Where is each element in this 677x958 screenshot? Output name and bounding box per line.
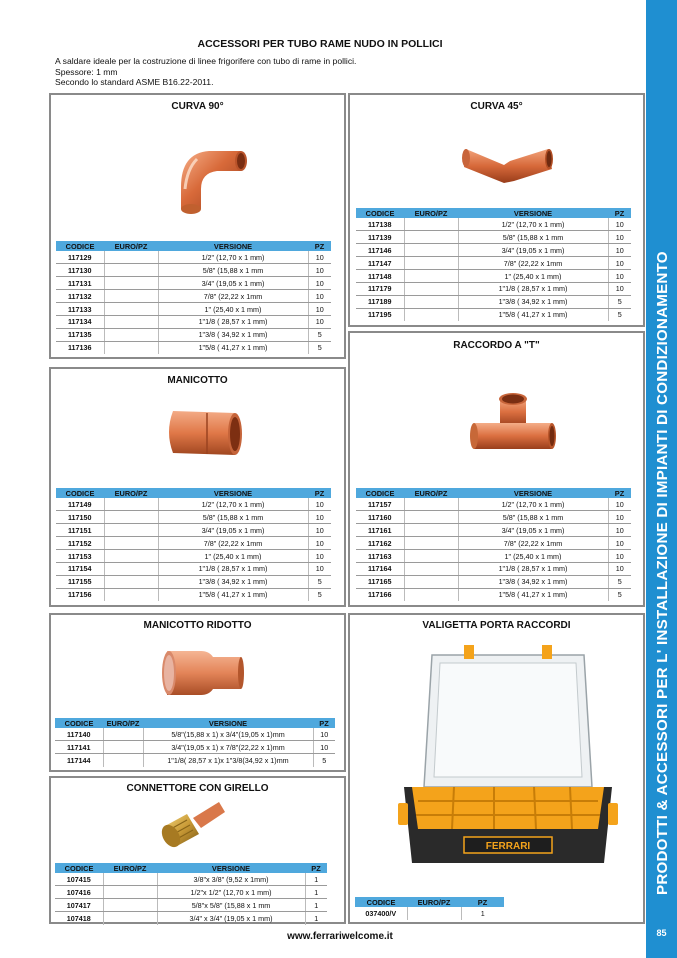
cell-qty: 5 bbox=[608, 575, 631, 588]
cell-version: 1"1/8( 28,57 x 1)x 1"3/8(34,92 x 1)mm bbox=[143, 754, 313, 767]
intro-line: Spessore: 1 mm bbox=[55, 66, 118, 77]
cell-code: 117150 bbox=[56, 511, 104, 524]
column-header: VERSIONE bbox=[157, 863, 305, 873]
table-row bbox=[356, 218, 631, 231]
section-title: CURVA 45° bbox=[470, 101, 523, 112]
cell-price bbox=[404, 588, 458, 601]
cell-code: 107418 bbox=[66, 913, 91, 923]
column-header: PZ bbox=[608, 488, 631, 498]
cell-price bbox=[104, 264, 158, 277]
cell-code: 117154 bbox=[56, 562, 104, 575]
cell-qty: 10 bbox=[308, 524, 331, 537]
cell-price bbox=[404, 562, 458, 575]
cell-code: 107415 bbox=[55, 873, 103, 886]
column-header: PZ bbox=[308, 241, 331, 251]
column-header: EURO/PZ bbox=[104, 488, 158, 498]
cell-price bbox=[404, 244, 458, 257]
cell-version: 1"3/8 ( 34,92 x 1 mm) bbox=[458, 575, 608, 588]
table-row bbox=[356, 588, 631, 601]
cell-qty: 10 bbox=[308, 251, 331, 264]
table-row bbox=[56, 277, 331, 290]
cell-price bbox=[104, 562, 158, 575]
table-row bbox=[356, 511, 631, 524]
cell-qty: 5 bbox=[308, 341, 331, 354]
cell-code: 117133 bbox=[56, 303, 104, 316]
cell-qty: 10 bbox=[608, 218, 631, 231]
cell-code: 117129 bbox=[56, 251, 104, 264]
cell-code: 117151 bbox=[56, 524, 104, 537]
column-header: EURO/PZ bbox=[103, 863, 157, 873]
cell-qty: 1 bbox=[305, 873, 327, 886]
table-row bbox=[355, 907, 504, 920]
cell-version: 1"5/8 ( 41,27 x 1 mm) bbox=[458, 308, 608, 321]
column-header: EURO/PZ bbox=[407, 897, 461, 907]
table-row bbox=[56, 575, 331, 588]
table-header-row bbox=[55, 863, 327, 873]
cell-code: 117147 bbox=[356, 257, 404, 270]
cell-qty: 5 bbox=[313, 754, 335, 767]
cell-qty: 10 bbox=[608, 270, 631, 283]
cell-price bbox=[104, 588, 158, 601]
cell-version: 5/8"x 5/8" (15,88 x 1 mm bbox=[157, 899, 305, 912]
column-header: EURO/PZ bbox=[104, 241, 158, 251]
cell-price bbox=[404, 308, 458, 321]
cell-qty: 10 bbox=[608, 524, 631, 537]
cell-price bbox=[404, 295, 458, 308]
cell-version: 5/8" (15,88 x 1 mm bbox=[158, 264, 308, 277]
table-row bbox=[55, 899, 327, 912]
column-header: CODICE bbox=[355, 897, 407, 907]
cell-version: 3/4" (19,05 x 1 mm) bbox=[458, 524, 608, 537]
cell-qty: 10 bbox=[308, 303, 331, 316]
cell-code: 117136 bbox=[67, 343, 92, 353]
cell-price bbox=[104, 524, 158, 537]
cell-version: 3/4"(19,05 x 1) x 7/8"(22,22 x 1)mm bbox=[143, 741, 313, 754]
cell-price bbox=[104, 315, 158, 328]
cell-price bbox=[103, 899, 157, 912]
cell-code: 107417 bbox=[55, 899, 103, 912]
product-table bbox=[56, 241, 331, 354]
cell-code: 117130 bbox=[56, 264, 104, 277]
cell-version: 1"1/8 ( 28,57 x 1 mm) bbox=[158, 315, 308, 328]
table-row bbox=[356, 550, 631, 563]
cell-qty: 10 bbox=[308, 264, 331, 277]
column-header: PZ bbox=[308, 488, 331, 498]
cell-price bbox=[404, 550, 458, 563]
table-row bbox=[56, 498, 331, 511]
cell-price bbox=[104, 277, 158, 290]
table-row bbox=[56, 290, 331, 303]
column-header: CODICE bbox=[56, 241, 104, 251]
section-manicotto bbox=[49, 367, 346, 607]
table-row bbox=[55, 741, 335, 754]
cell-qty: 5 bbox=[608, 588, 631, 601]
section-title: MANICOTTO RIDOTTO bbox=[143, 620, 252, 631]
table-row bbox=[356, 562, 631, 575]
cell-qty: 10 bbox=[308, 498, 331, 511]
section-curva-90 bbox=[49, 93, 346, 359]
cell-price bbox=[404, 524, 458, 537]
table-row bbox=[356, 282, 631, 295]
table-row bbox=[356, 295, 631, 308]
column-header: PZ bbox=[461, 897, 504, 907]
table-header-row bbox=[56, 488, 331, 498]
cell-qty: 10 bbox=[608, 511, 631, 524]
cell-version: 1" (25,40 x 1 mm) bbox=[458, 550, 608, 563]
table-row bbox=[56, 303, 331, 316]
cell-qty: 10 bbox=[308, 550, 331, 563]
table-row bbox=[56, 328, 331, 341]
cell-version: 1"5/8 ( 41,27 x 1 mm) bbox=[458, 588, 608, 601]
cell-price bbox=[104, 290, 158, 303]
table-row bbox=[356, 498, 631, 511]
table-row bbox=[55, 728, 335, 741]
cell-code: 117146 bbox=[356, 244, 404, 257]
cell-qty: 1 bbox=[461, 907, 504, 920]
cell-code: 117163 bbox=[356, 550, 404, 563]
column-header: VERSIONE bbox=[158, 488, 308, 498]
cell-code: 117155 bbox=[56, 575, 104, 588]
tee-fitting-photo bbox=[470, 391, 556, 459]
product-table bbox=[355, 897, 504, 920]
cell-code: 117138 bbox=[356, 218, 404, 231]
cell-price bbox=[404, 511, 458, 524]
cell-qty: 5 bbox=[308, 328, 331, 341]
fitting-case-photo bbox=[394, 637, 622, 887]
cell-price bbox=[404, 575, 458, 588]
cell-version: 7/8" (22,22 x 1mm bbox=[158, 537, 308, 550]
product-table bbox=[356, 488, 631, 601]
footer-website-link[interactable]: www.ferrariwelcome.it bbox=[287, 931, 393, 942]
column-header: PZ bbox=[313, 718, 335, 728]
reducer-coupling-photo bbox=[161, 645, 251, 699]
column-header: PZ bbox=[608, 208, 631, 218]
cell-qty: 10 bbox=[313, 728, 335, 741]
column-header: EURO/PZ bbox=[404, 208, 458, 218]
cell-code: 117139 bbox=[356, 231, 404, 244]
cell-code: 117134 bbox=[56, 315, 104, 328]
table-row bbox=[56, 562, 331, 575]
section-curva-45 bbox=[348, 93, 645, 327]
table-row bbox=[356, 308, 631, 321]
section-title: MANICOTTO bbox=[167, 375, 228, 386]
cell-qty: 10 bbox=[608, 537, 631, 550]
table-row bbox=[55, 912, 327, 925]
cell-code: 037400/V bbox=[365, 908, 397, 918]
cell-price bbox=[103, 912, 157, 925]
page-number: 85 bbox=[656, 928, 667, 938]
column-header: CODICE bbox=[356, 488, 404, 498]
cell-version: 3/4" (19,05 x 1 mm) bbox=[458, 244, 608, 257]
product-table bbox=[55, 863, 327, 925]
cell-qty: 10 bbox=[313, 741, 335, 754]
column-header: EURO/PZ bbox=[103, 718, 143, 728]
column-header: VERSIONE bbox=[458, 488, 608, 498]
cell-qty: 10 bbox=[308, 562, 331, 575]
cell-version: 1/2"x 1/2" (12,70 x 1 mm) bbox=[157, 886, 305, 899]
table-row bbox=[56, 511, 331, 524]
cell-version: 1" (25,40 x 1 mm) bbox=[158, 303, 308, 316]
cell-qty: 10 bbox=[608, 257, 631, 270]
cell-qty: 10 bbox=[608, 550, 631, 563]
table-row bbox=[356, 524, 631, 537]
table-row bbox=[356, 575, 631, 588]
elbow-90-photo bbox=[171, 145, 253, 217]
page-title: ACCESSORI PER TUBO RAME NUDO IN POLLICI bbox=[197, 38, 443, 50]
cell-qty: 10 bbox=[308, 537, 331, 550]
table-row bbox=[56, 524, 331, 537]
section-title: VALIGETTA PORTA RACCORDI bbox=[422, 620, 571, 631]
table-row bbox=[56, 264, 331, 277]
column-header: CODICE bbox=[56, 488, 104, 498]
table-header-row bbox=[356, 488, 631, 498]
cell-code: 117189 bbox=[356, 295, 404, 308]
cell-version: 1"3/8 ( 34,92 x 1 mm) bbox=[158, 575, 308, 588]
section-raccordo-t bbox=[348, 331, 645, 607]
product-table bbox=[356, 208, 631, 321]
section-manicotto-ridotto bbox=[49, 613, 346, 772]
cell-code: 117161 bbox=[356, 524, 404, 537]
cell-version: 1"1/8 ( 28,57 x 1 mm) bbox=[458, 282, 608, 295]
intro-line: Secondo lo standard ASME B16.22-2011. bbox=[55, 77, 214, 87]
cell-price bbox=[103, 728, 143, 741]
table-row bbox=[356, 257, 631, 270]
case-brand-label: FERRARI bbox=[485, 841, 531, 852]
cell-price bbox=[404, 498, 458, 511]
table-row bbox=[55, 886, 327, 899]
cell-version: 3/4" (19,05 x 1 mm) bbox=[158, 524, 308, 537]
cell-price bbox=[104, 251, 158, 264]
cell-qty: 10 bbox=[308, 511, 331, 524]
cell-version: 3/4" (19,05 x 1 mm) bbox=[158, 277, 308, 290]
cell-code: 117144 bbox=[66, 755, 91, 765]
cell-code: 117160 bbox=[356, 511, 404, 524]
cell-code: 117131 bbox=[56, 277, 104, 290]
cell-qty: 5 bbox=[308, 575, 331, 588]
product-table bbox=[55, 718, 335, 767]
cell-price bbox=[103, 886, 157, 899]
table-row bbox=[55, 873, 327, 886]
cell-code: 117157 bbox=[356, 498, 404, 511]
cell-price bbox=[104, 328, 158, 341]
cell-qty: 5 bbox=[308, 588, 331, 601]
cell-qty: 10 bbox=[608, 498, 631, 511]
cell-price bbox=[104, 550, 158, 563]
cell-price bbox=[404, 282, 458, 295]
column-header: CODICE bbox=[55, 863, 103, 873]
cell-price bbox=[407, 907, 461, 920]
cell-version: 1"3/8 ( 34,92 x 1 mm) bbox=[458, 295, 608, 308]
coupling-photo bbox=[163, 405, 249, 461]
cell-version: 5/8"(15,88 x 1) x 3/4"(19,05 x 1)mm bbox=[143, 728, 313, 741]
cell-qty: 10 bbox=[608, 562, 631, 575]
table-row bbox=[56, 315, 331, 328]
cell-version: 7/8" (22,22 x 1mm bbox=[458, 257, 608, 270]
cell-price bbox=[103, 754, 143, 767]
cell-version: 5/8" (15,88 x 1 mm bbox=[458, 231, 608, 244]
cell-code: 117132 bbox=[56, 290, 104, 303]
table-header-row bbox=[55, 718, 335, 728]
intro-line: A saldare ideale per la costruzione di linee frigorifere con tubo di rame in pollici. bbox=[55, 56, 357, 66]
cell-version: 3/8"x 3/8" (9,52 x 1mm) bbox=[157, 873, 305, 886]
cell-qty: 5 bbox=[608, 295, 631, 308]
table-row bbox=[356, 537, 631, 550]
table-row bbox=[56, 537, 331, 550]
cell-version: 7/8" (22,22 x 1mm bbox=[458, 537, 608, 550]
cell-code: 117152 bbox=[56, 537, 104, 550]
cell-version: 1" (25,40 x 1 mm) bbox=[458, 270, 608, 283]
cell-price bbox=[103, 741, 143, 754]
intro-text bbox=[55, 56, 356, 88]
cell-code: 117166 bbox=[367, 590, 392, 600]
table-row bbox=[56, 341, 331, 354]
cell-code: 117135 bbox=[56, 328, 104, 341]
cell-price bbox=[404, 537, 458, 550]
cell-version: 5/8" (15,88 x 1 mm bbox=[158, 511, 308, 524]
table-row bbox=[356, 244, 631, 257]
table-row bbox=[55, 754, 335, 767]
cell-version: 1/2" (12,70 x 1 mm) bbox=[458, 218, 608, 231]
table-row bbox=[56, 550, 331, 563]
cell-qty: 10 bbox=[608, 231, 631, 244]
table-header-row bbox=[355, 897, 504, 907]
cell-version: 1/2" (12,70 x 1 mm) bbox=[158, 251, 308, 264]
cell-qty: 10 bbox=[608, 244, 631, 257]
cell-code: 107416 bbox=[55, 886, 103, 899]
cell-code: 117148 bbox=[356, 270, 404, 283]
cell-price bbox=[404, 218, 458, 231]
column-header: CODICE bbox=[356, 208, 404, 218]
cell-code: 117149 bbox=[56, 498, 104, 511]
table-row bbox=[356, 270, 631, 283]
table-header-row bbox=[356, 208, 631, 218]
cell-code: 117165 bbox=[356, 575, 404, 588]
flare-connector-photo bbox=[157, 796, 227, 858]
cell-version: 5/8" (15,88 x 1 mm bbox=[458, 511, 608, 524]
column-header: CODICE bbox=[55, 718, 103, 728]
cell-code: 117195 bbox=[367, 310, 392, 320]
cell-price bbox=[104, 341, 158, 354]
cell-version: 1"3/8 ( 34,92 x 1 mm) bbox=[158, 328, 308, 341]
cell-qty: 10 bbox=[308, 290, 331, 303]
column-header: VERSIONE bbox=[158, 241, 308, 251]
section-sidebar bbox=[646, 0, 677, 958]
cell-version: 1/2" (12,70 x 1 mm) bbox=[158, 498, 308, 511]
column-header: EURO/PZ bbox=[404, 488, 458, 498]
section-connettore bbox=[49, 776, 346, 924]
cell-price bbox=[104, 498, 158, 511]
cell-qty: 10 bbox=[308, 277, 331, 290]
cell-version: 7/8" (22,22 x 1mm bbox=[158, 290, 308, 303]
cell-qty: 1 bbox=[305, 912, 327, 925]
cell-qty: 5 bbox=[608, 308, 631, 321]
cell-price bbox=[104, 511, 158, 524]
table-row bbox=[356, 231, 631, 244]
cell-version: 1"1/8 ( 28,57 x 1 mm) bbox=[458, 562, 608, 575]
cell-version: 1"1/8 ( 28,57 x 1 mm) bbox=[158, 562, 308, 575]
cell-price bbox=[404, 231, 458, 244]
cell-code: 117156 bbox=[67, 590, 92, 600]
product-table bbox=[56, 488, 331, 601]
cell-qty: 10 bbox=[608, 282, 631, 295]
table-header-row bbox=[56, 241, 331, 251]
section-title: CURVA 90° bbox=[171, 101, 224, 112]
cell-price bbox=[103, 873, 157, 886]
cell-price bbox=[104, 537, 158, 550]
column-header: VERSIONE bbox=[143, 718, 313, 728]
cell-version: 1" (25,40 x 1 mm) bbox=[158, 550, 308, 563]
cell-version: 1"5/8 ( 41,27 x 1 mm) bbox=[158, 588, 308, 601]
cell-code: 117141 bbox=[55, 741, 103, 754]
column-header: VERSIONE bbox=[458, 208, 608, 218]
cell-price bbox=[104, 303, 158, 316]
cell-price bbox=[104, 575, 158, 588]
section-title: RACCORDO A "T" bbox=[453, 340, 540, 351]
sidebar-label: PRODOTTI & ACCESSORI PER L' INSTALLAZIONE DI IMPIANTI DI CONDIZIONAMENTO bbox=[654, 251, 671, 895]
column-header: PZ bbox=[305, 863, 327, 873]
table-row bbox=[56, 251, 331, 264]
cell-code: 117179 bbox=[356, 282, 404, 295]
cell-code: 117162 bbox=[356, 537, 404, 550]
cell-code: 117153 bbox=[56, 550, 104, 563]
cell-qty: 1 bbox=[305, 886, 327, 899]
cell-qty: 10 bbox=[308, 315, 331, 328]
cell-qty: 1 bbox=[305, 899, 327, 912]
cell-price bbox=[404, 270, 458, 283]
elbow-45-photo bbox=[462, 135, 554, 191]
cell-code: 117140 bbox=[55, 728, 103, 741]
section-valigetta bbox=[348, 613, 645, 924]
cell-version: 3/4" x 3/4" (19,05 x 1 mm) bbox=[157, 912, 305, 925]
section-title: CONNETTORE CON GIRELLO bbox=[126, 783, 269, 794]
cell-code: 117164 bbox=[356, 562, 404, 575]
cell-version: 1/2" (12,70 x 1 mm) bbox=[458, 498, 608, 511]
table-row bbox=[56, 588, 331, 601]
cell-price bbox=[404, 257, 458, 270]
cell-version: 1"5/8 ( 41,27 x 1 mm) bbox=[158, 341, 308, 354]
